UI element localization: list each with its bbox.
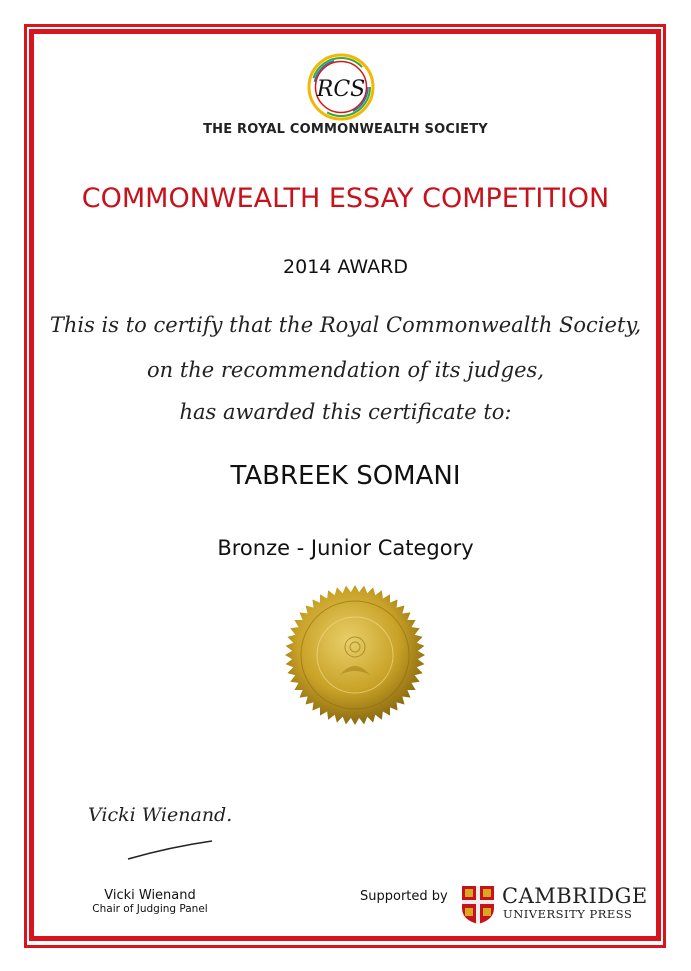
- svg-text:Vicki Wienand.: Vicki Wienand.: [88, 804, 233, 826]
- supported-by-label: Supported by: [360, 889, 448, 904]
- certify-line-2: on the recommendation of its judges,: [146, 358, 545, 382]
- gold-seal-icon: [285, 585, 425, 725]
- signature: [80, 795, 240, 865]
- signatory-role: Chair of Judging Panel: [92, 903, 208, 915]
- certify-line-1: This is to certify that the Royal Commonwealth Society,: [49, 313, 642, 337]
- award-category: Bronze - Junior Category: [217, 536, 474, 560]
- svg-text:RCS: RCS: [316, 77, 366, 102]
- rcs-logo-icon: [306, 52, 376, 122]
- recipient-name: TABREEK SOMANI: [230, 461, 461, 491]
- certify-line-3: has awarded this certificate to:: [179, 400, 512, 424]
- society-name: THE ROYAL COMMONWEALTH SOCIETY: [203, 122, 488, 137]
- competition-title: COMMONWEALTH ESSAY COMPETITION: [81, 183, 610, 214]
- signatory-name: Vicki Wienand: [104, 888, 196, 903]
- cambridge-crest-icon: [462, 886, 494, 924]
- sponsor-name-line1: CAMBRIDGE: [502, 884, 648, 908]
- award-year: 2014 AWARD: [283, 256, 408, 278]
- sponsor-name-line2: UNIVERSITY PRESS: [503, 907, 633, 921]
